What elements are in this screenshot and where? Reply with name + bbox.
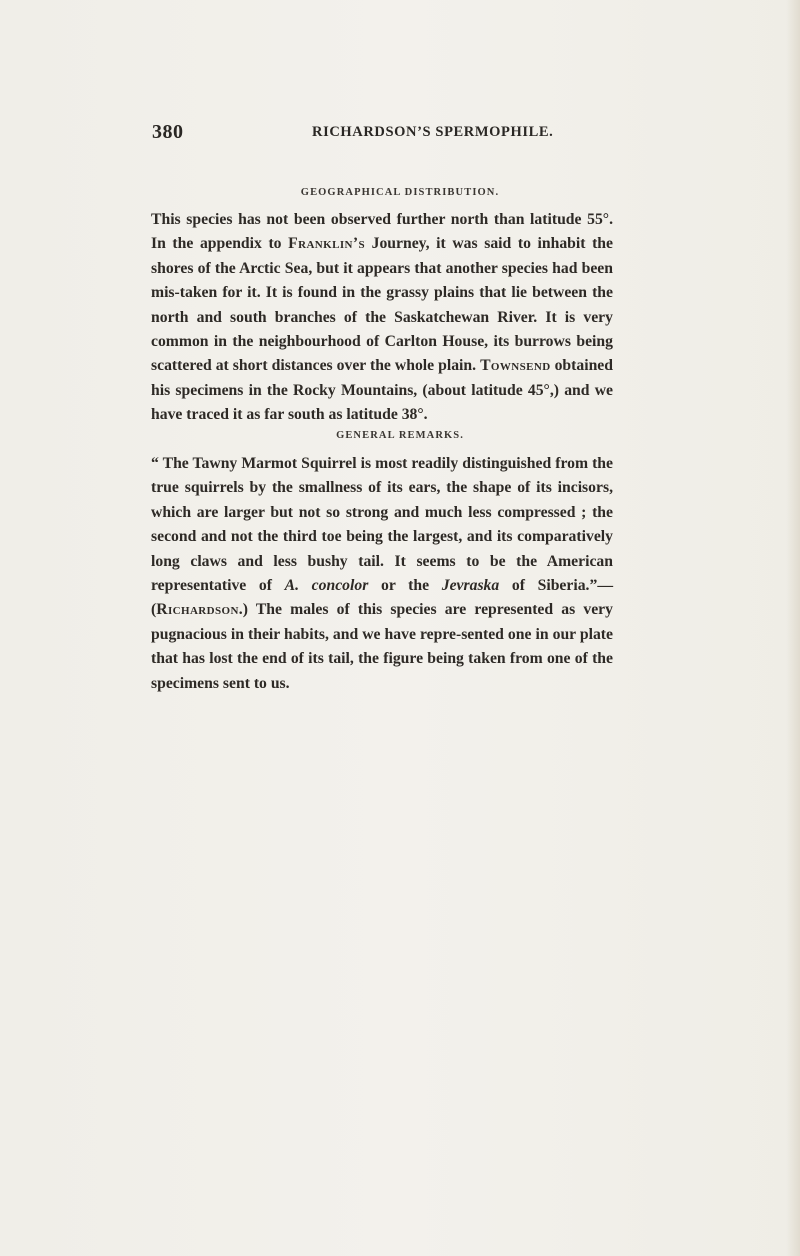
author-name-townsend: Townsend <box>480 357 551 375</box>
section-heading-geographical-distribution: GEOGRAPHICAL DISTRIBUTION. <box>300 187 500 198</box>
paragraph-text: Journey, it was said to inhabit the shores of the Arctic Sea, but it appears that another species had been mis-taken for it. It is found in the grassy plains that lie between the north and south branches of the Saskatchewan River. It is very common in the neighbourhood of Carlton House, its burrows being scattered at short distances over the whole plain. <box>151 235 613 375</box>
paragraph-text: This species has not been observed further north than latitude 55°. In the appendix to <box>151 211 613 253</box>
species-name-jevraska: Jevraska <box>441 577 500 595</box>
page-number: 380 <box>152 121 184 143</box>
running-title: RICHARDSON’S SPERMOPHILE. <box>312 124 554 140</box>
paragraph-text: of Siberia.”—( <box>151 577 614 619</box>
paragraph-geographical-distribution <box>151 208 613 428</box>
species-name-concolor: A. concolor <box>284 577 369 595</box>
section-heading-general-remarks: GENERAL REMARKS. <box>336 430 464 441</box>
paragraph-general-remarks <box>151 452 613 696</box>
running-head <box>152 121 614 143</box>
paragraph-text: “ The Tawny Marmot Squirrel is most readily distinguished from the true squirrels by the smallness of its ears, the shape of its incisors, which are larger but not so strong and much less compressed ; the second and not the third toe being the largest, and its comparatively long claws and less bushy tail. It seems to be the American representative of <box>151 455 613 595</box>
paragraph-text: obtained his specimens in the Rocky Mountains, (about latitude 45°,) and we have traced it as far south as latitude 38°. <box>151 357 613 424</box>
author-name-richardson: Richardson <box>156 601 239 619</box>
paragraph-text: .) The males of this species are represented as very pugnacious in their habits, and we have repre-sented one in our plate that has lost the end of its tail, the figure being taken from one of the specimens sent to us. <box>151 601 613 692</box>
author-name-franklin: Franklin’s <box>288 235 365 253</box>
paragraph-text: or the <box>368 577 442 595</box>
